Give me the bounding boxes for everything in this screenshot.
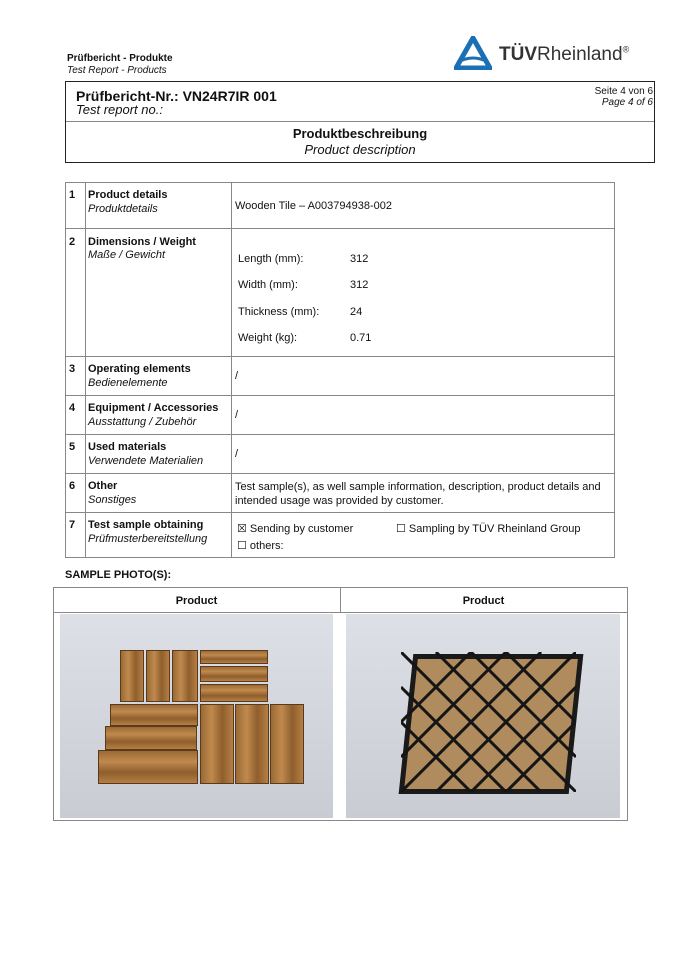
row-value: / <box>235 370 239 382</box>
logo-text-bold: TÜV <box>499 44 537 65</box>
row-number: 2 <box>69 236 76 248</box>
row-number: 6 <box>69 480 76 492</box>
row-number: 7 <box>69 519 76 531</box>
dim-label: Width (mm): <box>238 279 298 291</box>
checkbox-sampling-by-tuv[interactable]: ☐ Sampling by TÜV Rheinland Group <box>396 523 581 535</box>
row-title: Dimensions / Weight <box>88 236 196 248</box>
row-value: / <box>235 409 239 421</box>
row-title: Equipment / Accessories <box>88 402 219 414</box>
logo-text: Rheinland <box>537 44 623 65</box>
checkbox-sending-by-customer[interactable]: ☒ Sending by customer <box>237 523 354 535</box>
row-subtitle: Produktdetails <box>88 203 158 215</box>
dim-label: Weight (kg): <box>238 332 298 344</box>
row-number: 1 <box>69 189 76 201</box>
row-value: Wooden Tile – A003794938-002 <box>235 200 392 212</box>
row-title: Product details <box>88 189 168 201</box>
section-title: Produktbeschreibung <box>292 126 428 141</box>
row-value: Test sample(s), as well sample information, description, product details and intended usage was provided by customer. <box>235 481 601 507</box>
dim-value: 312 <box>350 279 369 291</box>
row-title: Other <box>88 480 118 492</box>
row-value: / <box>235 448 239 460</box>
photo-caption: Product <box>175 595 218 607</box>
logo-reg: ® <box>622 44 630 55</box>
row-title: Operating elements <box>88 363 191 375</box>
photos-heading: SAMPLE PHOTO(S): <box>65 569 172 581</box>
row-title: Test sample obtaining <box>88 519 204 531</box>
row-subtitle: Ausstattung / Zubehör <box>88 416 197 428</box>
dim-label: Length (mm): <box>238 253 304 265</box>
photo-caption: Product <box>462 595 505 607</box>
section-subtitle: Product description <box>304 142 416 157</box>
checkbox-others[interactable]: ☐ others: <box>237 540 284 552</box>
report-number: Prüfbericht-Nr.: VN24R7IR 001 <box>76 88 277 104</box>
header-title-de: Prüfbericht - Produkte <box>67 53 173 64</box>
tuv-logo <box>454 36 654 72</box>
row-number: 4 <box>69 402 76 414</box>
row-number: 5 <box>69 441 76 453</box>
product-photo-top <box>60 614 333 818</box>
row-subtitle: Bedienelemente <box>88 377 168 389</box>
product-photo-bottom <box>346 614 620 818</box>
dim-value: 312 <box>350 253 369 265</box>
page-en: Page 4 of 6 <box>601 97 653 108</box>
dim-value: 0.71 <box>350 332 372 344</box>
row-subtitle: Verwendete Materialien <box>88 455 204 467</box>
plastic-grid-icon <box>401 652 576 792</box>
dim-value: 24 <box>350 306 363 318</box>
page-de: Seite 4 von 6 <box>594 86 653 97</box>
tuv-triangle-icon <box>454 36 492 70</box>
row-subtitle: Maße / Gewicht <box>88 249 166 261</box>
header-title-en: Test Report - Products <box>67 65 167 76</box>
row-subtitle: Prüfmusterbereitstellung <box>88 533 208 545</box>
row-subtitle: Sonstiges <box>88 494 137 506</box>
report-number-en: Test report no.: <box>76 102 163 117</box>
row-number: 3 <box>69 363 76 375</box>
dim-label: Thickness (mm): <box>238 306 320 318</box>
row-title: Used materials <box>88 441 167 453</box>
